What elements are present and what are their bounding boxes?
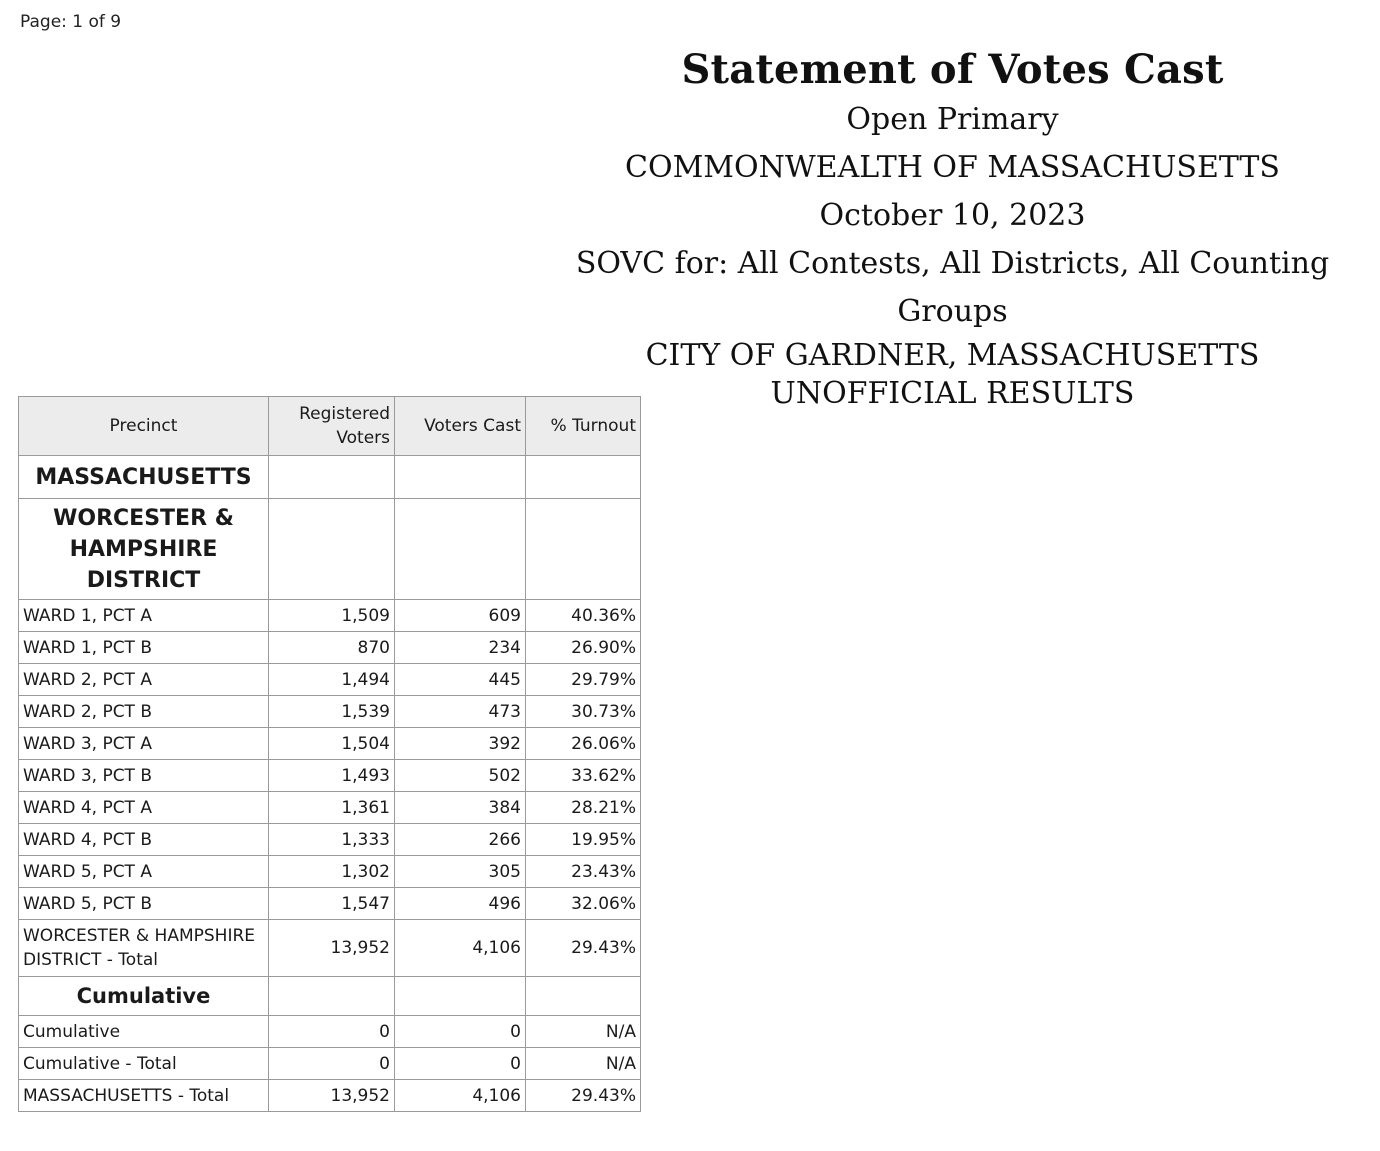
city-name: CITY OF GARDNER, MASSACHUSETTS xyxy=(645,338,1260,373)
precinct-name: Cumulative - Total xyxy=(19,1048,269,1080)
registered-voters: 0 xyxy=(269,1016,395,1048)
registered-voters: 1,504 xyxy=(269,728,395,760)
page-number: Page: 1 of 9 xyxy=(20,12,122,32)
registered-voters: 1,494 xyxy=(269,664,395,696)
column-header-cast: Voters Cast xyxy=(395,397,526,456)
precinct-name: WARD 5, PCT A xyxy=(19,856,269,888)
group-label-cumulative: Cumulative xyxy=(19,977,269,1016)
group-row-state xyxy=(19,456,641,499)
turnout-percent: 26.90% xyxy=(526,632,641,664)
turnout-percent: 26.06% xyxy=(526,728,641,760)
registered-voters: 0 xyxy=(269,1048,395,1080)
registered-voters: 1,493 xyxy=(269,760,395,792)
group-row-cumulative xyxy=(19,977,641,1016)
registered-voters: 13,952 xyxy=(269,920,395,977)
cumulative-row xyxy=(19,1016,641,1048)
sovc-scope: SOVC for: All Contests, All Districts, All Counting Groups xyxy=(575,246,1330,329)
column-header-registered: Registered Voters xyxy=(269,397,395,456)
voters-cast: 496 xyxy=(395,888,526,920)
table-row xyxy=(19,600,641,632)
voters-cast: 445 xyxy=(395,664,526,696)
votes-cast-table xyxy=(18,396,641,1112)
turnout-percent: 28.21% xyxy=(526,792,641,824)
registered-voters: 1,539 xyxy=(269,696,395,728)
turnout-percent: 29.79% xyxy=(526,664,641,696)
voters-cast: 4,106 xyxy=(395,920,526,977)
table-row xyxy=(19,792,641,824)
registered-voters: 1,302 xyxy=(269,856,395,888)
voters-cast: 502 xyxy=(395,760,526,792)
turnout-percent: N/A xyxy=(526,1048,641,1080)
voters-cast: 0 xyxy=(395,1048,526,1080)
district-total-row xyxy=(19,920,641,977)
precinct-name: WARD 5, PCT B xyxy=(19,888,269,920)
precinct-name: WARD 2, PCT B xyxy=(19,696,269,728)
precinct-name: WARD 1, PCT B xyxy=(19,632,269,664)
precinct-name: WARD 1, PCT A xyxy=(19,600,269,632)
group-row-district xyxy=(19,499,641,600)
table-row xyxy=(19,664,641,696)
table-row xyxy=(19,888,641,920)
precinct-name: WARD 4, PCT A xyxy=(19,792,269,824)
table-row xyxy=(19,824,641,856)
cumulative-total-row xyxy=(19,1048,641,1080)
state-name: COMMONWEALTH OF MASSACHUSETTS xyxy=(625,150,1280,185)
voters-cast: 234 xyxy=(395,632,526,664)
table-header-row xyxy=(19,397,641,456)
table-row xyxy=(19,856,641,888)
precinct-name: WARD 4, PCT B xyxy=(19,824,269,856)
turnout-percent: 40.36% xyxy=(526,600,641,632)
voters-cast: 0 xyxy=(395,1016,526,1048)
turnout-percent: N/A xyxy=(526,1016,641,1048)
turnout-percent: 29.43% xyxy=(526,1080,641,1112)
registered-voters: 1,547 xyxy=(269,888,395,920)
voters-cast: 4,106 xyxy=(395,1080,526,1112)
precinct-name: WARD 3, PCT B xyxy=(19,760,269,792)
precinct-name: Cumulative xyxy=(19,1016,269,1048)
precinct-name: WARD 3, PCT A xyxy=(19,728,269,760)
table-row xyxy=(19,728,641,760)
precinct-name: WORCESTER & HAMPSHIRE DISTRICT - Total xyxy=(19,920,269,977)
results-status: UNOFFICIAL RESULTS xyxy=(770,376,1135,411)
voters-cast: 305 xyxy=(395,856,526,888)
state-total-row xyxy=(19,1080,641,1112)
election-name: Open Primary xyxy=(846,102,1059,137)
voters-cast: 473 xyxy=(395,696,526,728)
voters-cast: 392 xyxy=(395,728,526,760)
registered-voters: 1,361 xyxy=(269,792,395,824)
registered-voters: 13,952 xyxy=(269,1080,395,1112)
registered-voters: 1,509 xyxy=(269,600,395,632)
turnout-percent: 23.43% xyxy=(526,856,641,888)
table-row xyxy=(19,760,641,792)
voters-cast: 384 xyxy=(395,792,526,824)
registered-voters: 870 xyxy=(269,632,395,664)
group-label-state: MASSACHUSETTS xyxy=(19,456,269,499)
voters-cast: 609 xyxy=(395,600,526,632)
report-header xyxy=(530,44,1375,412)
column-header-precinct: Precinct xyxy=(19,397,269,456)
voters-cast: 266 xyxy=(395,824,526,856)
election-date: October 10, 2023 xyxy=(819,198,1086,233)
turnout-percent: 29.43% xyxy=(526,920,641,977)
registered-voters: 1,333 xyxy=(269,824,395,856)
precinct-name: WARD 2, PCT A xyxy=(19,664,269,696)
precinct-name: MASSACHUSETTS - Total xyxy=(19,1080,269,1112)
group-label-district: WORCESTER & HAMPSHIRE DISTRICT xyxy=(19,499,269,600)
turnout-percent: 19.95% xyxy=(526,824,641,856)
table-row xyxy=(19,696,641,728)
table-row xyxy=(19,632,641,664)
turnout-percent: 30.73% xyxy=(526,696,641,728)
report-title: Statement of Votes Cast xyxy=(681,46,1224,93)
column-header-turnout: % Turnout xyxy=(526,397,641,456)
turnout-percent: 33.62% xyxy=(526,760,641,792)
turnout-percent: 32.06% xyxy=(526,888,641,920)
